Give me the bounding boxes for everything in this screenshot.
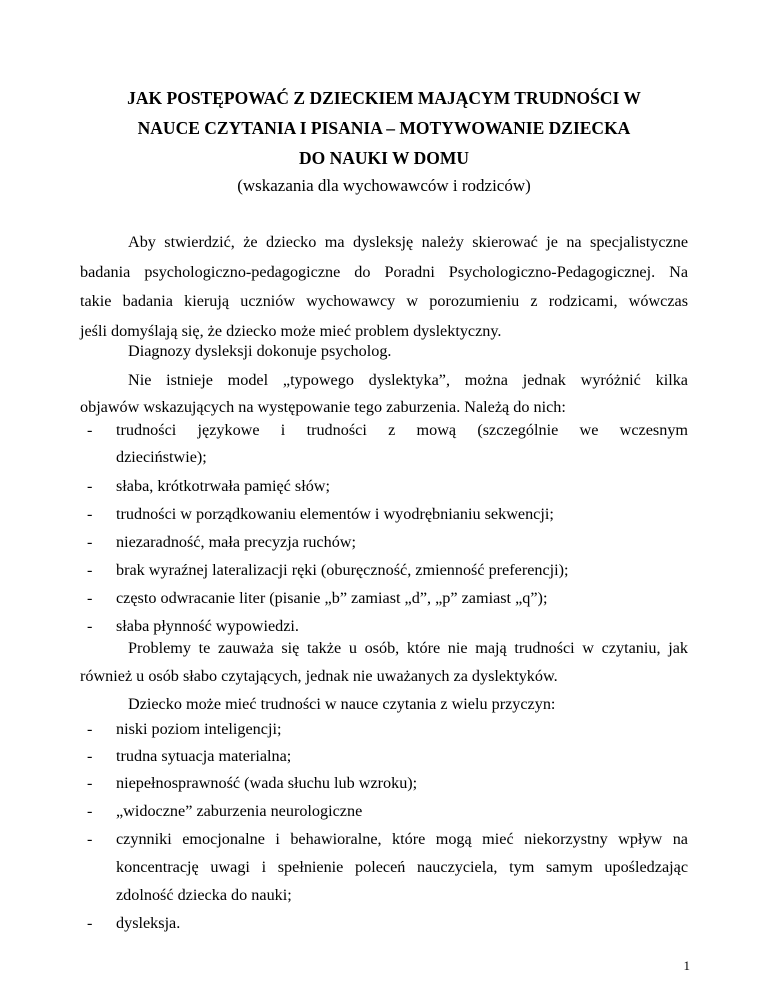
list2-item-1: niski poziom inteligencji; bbox=[116, 720, 282, 738]
title-line-1: JAK POSTĘPOWAĆ Z DZIECKIEM MAJĄCYM TRUDNOŚCI W bbox=[127, 88, 641, 108]
para1-line-4: jeśli domyślają się, że dziecko może mieć problem dyslektyczny. bbox=[80, 322, 502, 340]
list1-item-7: słaba płynność wypowiedzi. bbox=[116, 617, 299, 635]
list1-dash-4: - bbox=[87, 533, 93, 551]
list1-item-3: trudności w porządkowaniu elementów i wyodrębnianiu sekwencji; bbox=[116, 505, 554, 523]
list2-dash-2: - bbox=[87, 747, 93, 765]
title-line-3: DO NAUKI W DOMU bbox=[299, 148, 469, 168]
list1-item-1-line-1: trudności językowe i trudności z mową (szczególnie we wczesnym bbox=[116, 421, 688, 439]
para3-line-2: objawów wskazujących na występowanie tego zaburzenia. Należą do nich: bbox=[80, 398, 566, 416]
list1-dash-2: - bbox=[87, 477, 93, 495]
list1-dash-5: - bbox=[87, 561, 93, 579]
list1-dash-6: - bbox=[87, 589, 93, 607]
list2-item-6: dysleksja. bbox=[116, 914, 181, 932]
para1-line-2: badania psychologiczno-pedagogiczne do Poradni Psychologiczno-Pedagogicznej. Na bbox=[80, 263, 688, 281]
list2-dash-5: - bbox=[87, 830, 93, 848]
title-line-2: NAUCE CZYTANIA I PISANIA – MOTYWOWANIE DZIECKA bbox=[137, 118, 631, 138]
list1-item-1-line-2: dzieciństwie); bbox=[116, 448, 207, 466]
list1-item-5: brak wyraźnej lateralizacji ręki (oburęczność, zmienność preferencji); bbox=[116, 561, 569, 579]
para1-line-3: takie badania kierują uczniów wychowawcy w porozumieniu z rodzicami, wówczas bbox=[80, 292, 688, 310]
list1-dash-7: - bbox=[87, 617, 93, 635]
list2-dash-6: - bbox=[87, 914, 93, 932]
list1-item-4: niezaradność, mała precyzja ruchów; bbox=[116, 533, 356, 551]
list1-dash-1: - bbox=[87, 421, 93, 439]
list2-dash-4: - bbox=[87, 802, 93, 820]
list1-item-2: słaba, krótkotrwała pamięć słów; bbox=[116, 477, 330, 495]
para4-line-2: również u osób słabo czytających, jednak nie uważanych za dyslektyków. bbox=[80, 667, 558, 685]
list2-item-5-line-2: koncentrację uwagi i spełnienie poleceń nauczyciela, tym samym upośledzając bbox=[116, 858, 688, 876]
list2-item-3: niepełnosprawność (wada słuchu lub wzroku); bbox=[116, 774, 418, 792]
list2-dash-1: - bbox=[87, 720, 93, 738]
list2-item-5-line-1: czynniki emocjonalne i behawioralne, które mogą mieć niekorzystny wpływ na bbox=[116, 830, 688, 848]
list2-dash-3: - bbox=[87, 774, 93, 792]
list1-item-6: często odwracanie liter (pisanie „b” zamiast „d”, „p” zamiast „q”); bbox=[116, 589, 548, 607]
para2: Diagnozy dysleksji dokonuje psycholog. bbox=[128, 342, 392, 360]
list2-item-4: „widoczne” zaburzenia neurologiczne bbox=[116, 802, 363, 820]
list2-item-5-line-3: zdolność dziecka do nauki; bbox=[116, 886, 292, 904]
para5: Dziecko może mieć trudności w nauce czytania z wielu przyczyn: bbox=[128, 695, 556, 713]
page-number: 1 bbox=[683, 958, 690, 973]
para1-line-1: Aby stwierdzić, że dziecko ma dysleksję należy skierować je na specjalistyczne bbox=[128, 233, 688, 251]
para3-line-1: Nie istnieje model „typowego dyslektyka”, można jednak wyróżnić kilka bbox=[128, 371, 688, 389]
para4-line-1: Problemy te zauważa się także u osób, które nie mają trudności w czytaniu, jak bbox=[128, 639, 688, 657]
list1-dash-3: - bbox=[87, 505, 93, 523]
list2-item-2: trudna sytuacja materialna; bbox=[116, 747, 292, 765]
subtitle: (wskazania dla wychowawców i rodziców) bbox=[237, 176, 531, 195]
